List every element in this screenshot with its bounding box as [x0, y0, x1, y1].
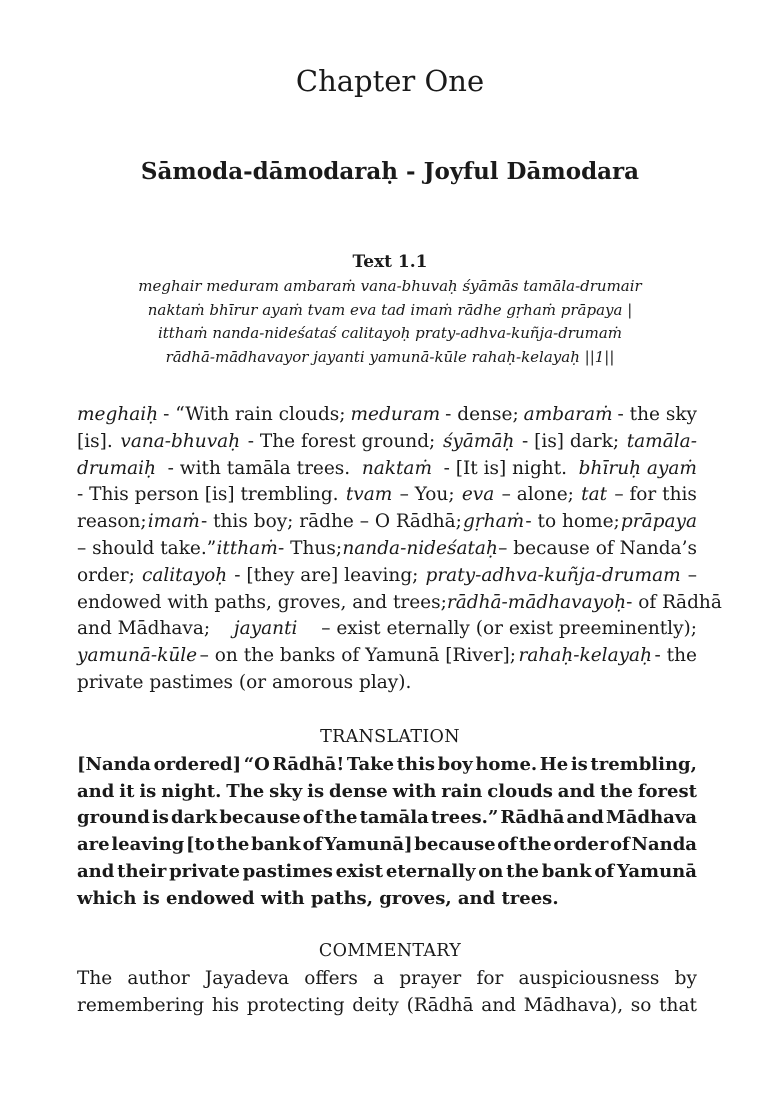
gloss: - This person [is] trembling.: [77, 484, 339, 506]
word: clouds: [487, 780, 553, 802]
synonyms-line: [77, 643, 697, 670]
word: He: [539, 754, 569, 775]
word: the: [506, 860, 539, 882]
sanskrit-word: jayanti: [233, 618, 298, 640]
sanskrit-word: tat: [581, 484, 608, 506]
word: ordered]: [153, 754, 242, 775]
sanskrit-word: imaṁ: [147, 511, 200, 533]
word: and: [77, 780, 115, 802]
gloss: endowed with paths, groves, and trees;: [77, 591, 447, 613]
word: the: [518, 834, 552, 856]
sanskrit-word: vana-bhuvaḥ: [120, 430, 241, 452]
sanskrit-word: nanda-nideśataḥ: [342, 537, 498, 559]
commentary-line: [77, 993, 697, 1020]
word: a: [373, 968, 385, 989]
word: Rādhā!: [272, 754, 345, 775]
sanskrit-word: bhīruḥ ayaṁ: [578, 457, 697, 479]
gloss: private pastimes (or amorous play).: [77, 671, 412, 693]
word: “O: [243, 754, 270, 775]
gloss: - the: [654, 645, 697, 667]
sanskrit-word: gṛhaṁ: [463, 511, 525, 533]
word: because: [414, 834, 496, 856]
word: auspiciousness: [518, 968, 660, 989]
gloss: [is].: [77, 430, 113, 452]
word: author: [127, 968, 190, 989]
gloss: - [is] dark;: [522, 430, 620, 452]
sanskrit-word: eva: [461, 484, 495, 506]
sanskrit-word: prāpaya: [620, 511, 697, 533]
translation-paragraph: [77, 752, 697, 912]
translation-line: [77, 859, 697, 886]
word: of: [302, 807, 323, 829]
word: is: [139, 780, 157, 802]
synonyms-line: [77, 670, 697, 697]
synonyms-line: [77, 536, 697, 563]
word: eternally: [385, 860, 476, 882]
commentary-heading: COMMENTARY: [318, 941, 462, 961]
gloss: - this boy; rādhe – O Rādhā;: [200, 511, 462, 533]
word: pastimes: [242, 860, 333, 882]
word: trembling,: [590, 754, 697, 775]
sanskrit-word: śyāmāḥ: [442, 430, 515, 452]
word: is: [570, 754, 588, 775]
verse-line: meghair meduram ambaraṁ vana-bhuvaḥ śyāmās tamāla-drumair: [138, 277, 642, 295]
word: by: [674, 968, 697, 989]
word: Yamunā]: [324, 834, 413, 856]
gloss: - The forest ground;: [247, 430, 436, 452]
translation-line: which is endowed with paths, groves, and trees.: [77, 887, 559, 909]
word: [to: [185, 834, 215, 856]
word: order: [553, 834, 609, 856]
sanskrit-word: ambaraṁ: [523, 404, 613, 425]
gloss: - [they are] leaving;: [234, 564, 419, 586]
word: and: [566, 807, 604, 829]
sanskrit-word: meghaiḥ: [77, 404, 159, 425]
synonyms-line: [77, 456, 697, 483]
word: protecting: [246, 994, 345, 1016]
verse-line: itthaṁ nanda-nideśataś calitayoḥ praty-adhva-kuñja-drumaṁ: [157, 324, 623, 342]
word: night.: [161, 780, 222, 802]
word: of: [610, 834, 630, 856]
word: Jayadeva: [204, 968, 290, 989]
word: rain: [441, 780, 483, 802]
verse-line: naktaṁ bhīrur ayaṁ tvam eva tad imaṁ rādhe gṛhaṁ prāpaya |: [147, 300, 633, 319]
word: their: [117, 860, 167, 882]
translation-line: [77, 832, 697, 859]
word: (Rādhā: [406, 994, 474, 1016]
sanskrit-verse: [0, 275, 780, 369]
gloss: order;: [77, 564, 135, 586]
word: sky: [269, 780, 303, 802]
word: The: [226, 780, 265, 802]
word: and: [481, 994, 517, 1016]
gloss: – You;: [399, 484, 455, 506]
word: it: [119, 780, 135, 802]
text-number: Text 1.1: [352, 252, 428, 272]
word: bank: [541, 860, 592, 882]
gloss: –: [687, 564, 697, 586]
word-for-word-synonyms: [77, 402, 722, 697]
sanskrit-word: yamunā-kūle: [77, 645, 198, 667]
synonyms-line: [77, 482, 697, 509]
gloss: – should take.”: [77, 537, 217, 559]
gloss: - [It is] night.: [443, 457, 568, 479]
word: remembering: [77, 994, 205, 1016]
translation-line: [77, 805, 697, 832]
synonyms-line: [77, 590, 722, 617]
gloss: – exist eternally (or exist preeminently);: [321, 618, 697, 640]
sanskrit-word: tamāla-: [626, 430, 697, 452]
gloss: – for this: [614, 484, 697, 506]
sanskrit-word: tvam: [345, 484, 393, 506]
translation-heading: TRANSLATION: [320, 727, 460, 747]
word: home.: [475, 754, 538, 775]
sanskrit-word: calitayoḥ: [141, 564, 228, 586]
word: leaving: [111, 834, 185, 856]
synonyms-line: [77, 509, 697, 536]
word: and: [77, 860, 115, 882]
word: Take: [346, 754, 395, 775]
word: the: [324, 807, 358, 829]
gloss: - dense;: [445, 404, 519, 425]
word: with: [392, 780, 437, 802]
word: Rādhā: [500, 807, 565, 829]
sanskrit-word: praty-adhva-kuñja-drumam: [425, 564, 681, 586]
gloss: - to home;: [525, 511, 620, 533]
word: and: [557, 780, 596, 802]
word: boy: [437, 754, 473, 775]
word: [Nanda: [77, 754, 151, 775]
word: is: [307, 780, 325, 802]
word: The: [77, 968, 113, 989]
word: of: [594, 860, 615, 882]
gloss: - Thus;: [278, 537, 343, 559]
gloss: and Mādhava;: [77, 618, 211, 640]
sanskrit-word: itthaṁ: [216, 537, 278, 559]
word: so: [630, 994, 652, 1016]
synonyms-line: [77, 616, 697, 643]
gloss: - the sky: [617, 404, 697, 425]
word: prayer: [399, 968, 462, 989]
synonyms-line: [77, 429, 697, 456]
word: of: [302, 834, 323, 856]
word: for: [476, 968, 504, 989]
gloss: – because of Nanda’s: [498, 537, 697, 559]
word: forest: [637, 780, 697, 802]
word: Mādhava),: [523, 994, 624, 1016]
chapter-title: Chapter One: [295, 64, 485, 98]
word: deity: [352, 994, 399, 1016]
sanskrit-word: drumaiḥ: [77, 457, 157, 479]
word: dense: [329, 780, 388, 802]
synonyms-line: [77, 402, 697, 429]
verse-line: rādhā-mādhavayor jayanti yamunā-kūle rahaḥ-kelayaḥ ||1||: [165, 347, 615, 366]
word: Mādhava: [605, 807, 697, 829]
synonyms-line: [77, 563, 697, 590]
word: Yamunā: [616, 860, 697, 882]
word: ground: [77, 807, 150, 829]
gloss: - with tamāla trees.: [167, 457, 351, 479]
word: private: [169, 860, 240, 882]
gloss: – alone;: [501, 484, 574, 506]
word: offers: [304, 968, 358, 989]
word: that: [659, 994, 697, 1016]
sanskrit-word: naktaṁ: [361, 457, 432, 479]
word: his: [211, 994, 240, 1016]
word: the: [216, 834, 250, 856]
word: on: [478, 860, 504, 882]
sanskrit-word: rādhā-mādhavayoḥ: [446, 591, 627, 613]
translation-line: [77, 752, 697, 779]
word: because: [219, 807, 301, 829]
word: exist: [335, 860, 384, 882]
word: tamāla: [359, 807, 429, 829]
gloss: - “With rain clouds;: [163, 404, 346, 425]
translation-line: [77, 779, 697, 806]
gloss: – on the banks of Yamunā [River];: [199, 645, 516, 667]
commentary-line: [77, 966, 697, 993]
word: this: [396, 754, 436, 775]
sanskrit-word: meduram: [350, 404, 441, 425]
commentary-paragraph: [77, 966, 697, 1019]
word: are: [77, 834, 110, 856]
gloss: - of Rādhā: [626, 591, 722, 613]
word: of: [497, 834, 518, 856]
word: dark: [171, 807, 218, 829]
sanskrit-word: rahaḥ-kelayaḥ: [518, 645, 652, 667]
word: trees.”: [430, 807, 499, 829]
word: is: [151, 807, 169, 829]
word: bank: [251, 834, 301, 856]
gloss: reason;: [77, 511, 147, 533]
section-title: Sāmoda-dāmodaraḥ - Joyful Dāmodara: [140, 158, 640, 185]
word: the: [600, 780, 633, 802]
word: Nanda: [631, 834, 697, 856]
